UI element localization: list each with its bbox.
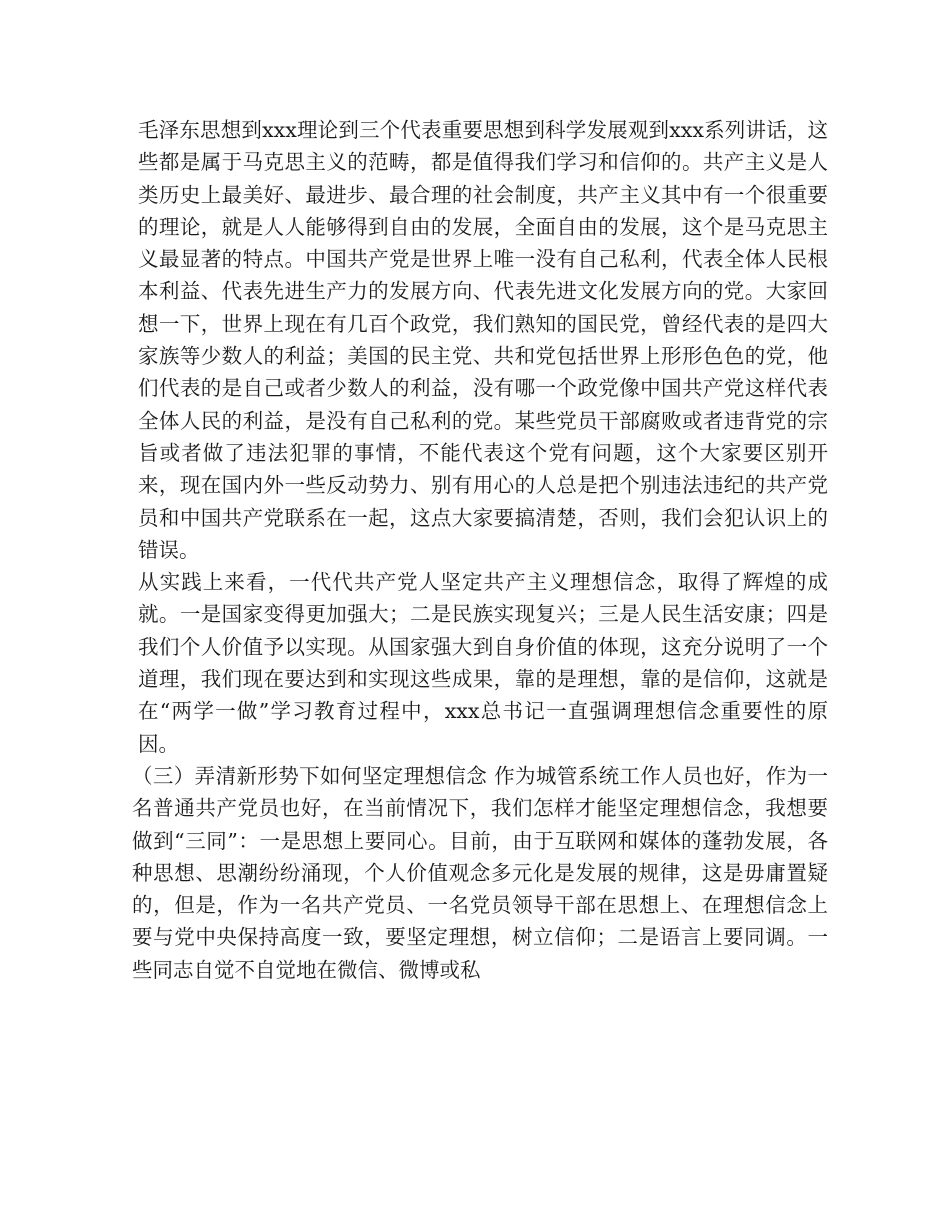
document-body <box>132 114 828 986</box>
paragraph-marxism-and-party: 毛泽东思想到xxx理论到三个代表重要思想到科学发展观到xxx系列讲话，这些都是属于马克思主义的范畴，都是值得我们学习和信仰的。共产主义是人类历史上最美好、最进步、最合理的社会制度，共产主义其中有一个很重要的理论，就是人人能够得到自由的发展，全面自由的发展，这个是马克思主义最显著的特点。中国共产党是世界上唯一没有自己私利，代表全体人民根本利益、代表先进生产力的发展方向、代表先进文化发展方向的党。大家回想一下，世界上现在有几百个政党，我们熟知的国民党，曾经代表的是四大家族等少数人的利益；美国的民主党、共和党包括世界上形形色色的党，他们代表的是自己或者少数人的利益，没有哪一个政党像中国共产党这样代表全体人民的利益，是没有自己私利的党。某些党员干部腐败或者违背党的宗旨或者做了违法犯罪的事情，不能代表这个党有问题，这个大家要区别开来，现在国内外一些反动势力、别有用心的人总是把个别违法违纪的共产党员和中国共产党联系在一起，这点大家要搞清楚，否则，我们会犯认识上的错误。 <box>138 118 828 562</box>
paragraph-practice-achievements: 从实践上来看，一代代共产党人坚定共产主义理想信念，取得了辉煌的成就。一是国家变得更加强大；二是民族实现复兴；三是人民生活安康；四是我们个人价值予以实现。从国家强大到自身价值的体现，这充分说明了一个道理，我们现在要达到和实现这些成果，靠的是理想，靠的是信仰，这就是在“两学一做”学习教育过程中，xxx总书记一直强调理想信念重要性的原因。 <box>138 570 828 756</box>
paragraph-section-three: （三）弄清新形势下如何坚定理想信念 作为城管系统工作人员也好，作为一名普通共产党员也好，在当前情况下，我们怎样才能坚定理想信念，我想要做到“三同”：一是思想上要同心。目前，由于互联网和媒体的蓬勃发展，各种思想、思潮纷纷涌现，个人价值观念多元化是发展的规律，这是毋庸置疑的，但是，作为一名共产党员、一名党员领导干部在思想上、在理想信念上要与党中央保持高度一致，要坚定理想，树立信仰；二是语言上要同调。一些同志自觉不自觉地在微信、微博或私 <box>132 763 828 982</box>
